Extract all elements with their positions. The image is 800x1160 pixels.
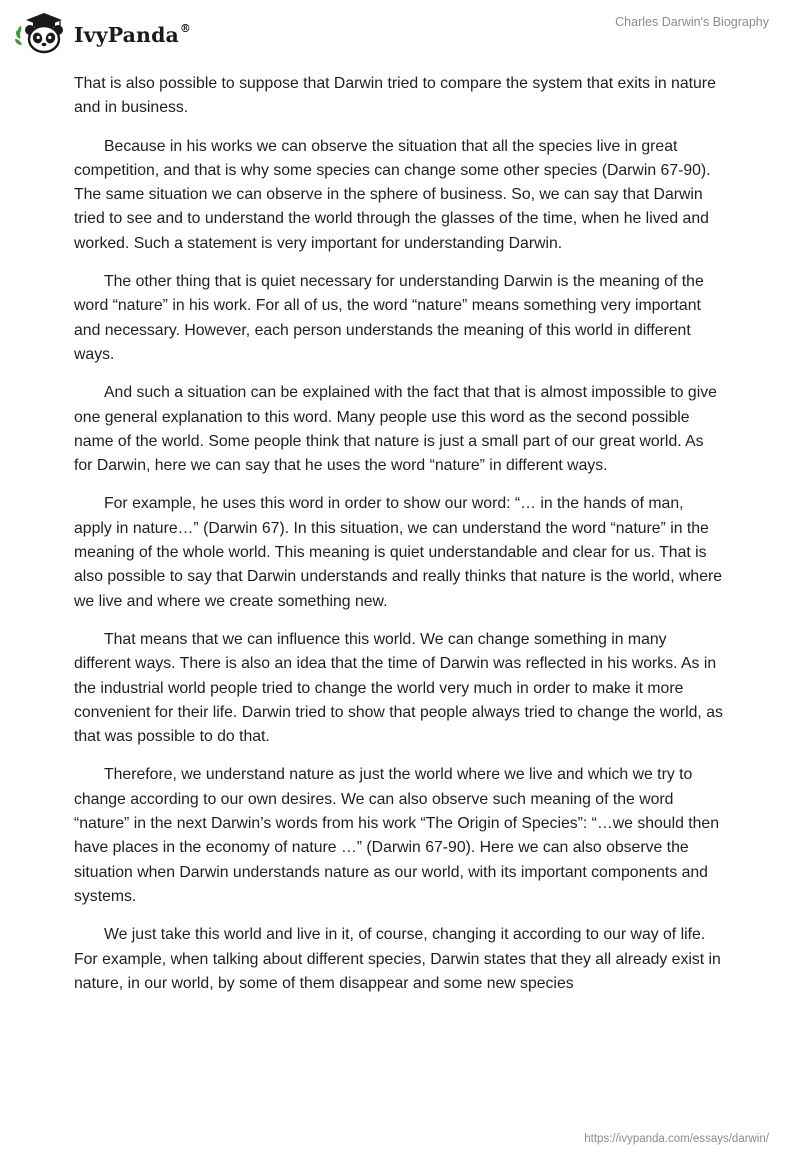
page-header [0,0,800,70]
document-title: Charles Darwin's Biography [615,15,769,29]
paragraph: The other thing that is quiet necessary for understanding Darwin is the meaning of the word “nature” in his work. For all of us, the word “nature” means something very important and necessary. However, each person understands the meaning of this world in different ways. [74,273,704,363]
paragraph: For example, he uses this word in order to show our word: “… in the hands of man, apply in nature…” (Darwin 67). In this situation, we can understand the word “nature” in the meaning of the whole world. This meaning is quiet understandable and clear for us. That is also possible to say that Darwin understands and really thinks that nature is the world, where we live and where we create something new. [74,495,723,610]
source-url-link[interactable]: https://ivypanda.com/essays/darwin/ [584,1133,769,1145]
paragraph: Therefore, we understand nature as just the world where we live and which we try to change according to our own desires. We can also observe such meaning of the word “nature” in the next Darwin’s words from his work “The Origin of Species”: “…we should then have places in the economy of nature …” (Darwin 67-90). Here we can also observe the situation when Darwin understands nature as our world, with its important components and systems. [74,766,720,905]
essay-body [74,72,724,1010]
panda-logo-icon [14,9,68,55]
paragraph: That means that we can influence this world. We can change something in many different ways. There is also an idea that the time of Darwin was reflected in his works. As in the industrial world people tried to change the world very much in order to make it more convenient for their life. Darwin tried to show that people always tried to change the world, as that was possible to do that. [74,630,723,746]
brand-name [74,23,191,47]
paragraph: We just take this world and live in it, of course, changing it according to our way of life. For example, when talking about different species, Darwin states that they all already exist in nature, in our world, by some of them disappear and some new species [74,926,721,992]
registered-mark: ® [179,22,191,36]
brand-name-text: IvyPanda [74,23,179,47]
paragraph: And such a situation can be explained with the fact that that is almost impossible to give one general explanation to this word. Many people use this word as the second possible name of the world. Some people think that nature is just a small part of our great world. As for Darwin, here we can say that he uses the word “nature” in different ways. [74,384,717,475]
paragraph: That is also possible to suppose that Darwin tried to compare the system that exits in nature and in business. [74,75,716,117]
ivypanda-logo[interactable] [14,9,191,55]
paragraph: Because in his works we can observe the situation that all the species live in great competition, and that is why some species can change some other species (Darwin 67-90). The same situation we can observe in the sphere of business. So, we can say that Darwin tried to see and to understand the world through the glasses of the time, when he lived and worked. Such a statement is very important for understanding Darwin. [74,137,711,252]
